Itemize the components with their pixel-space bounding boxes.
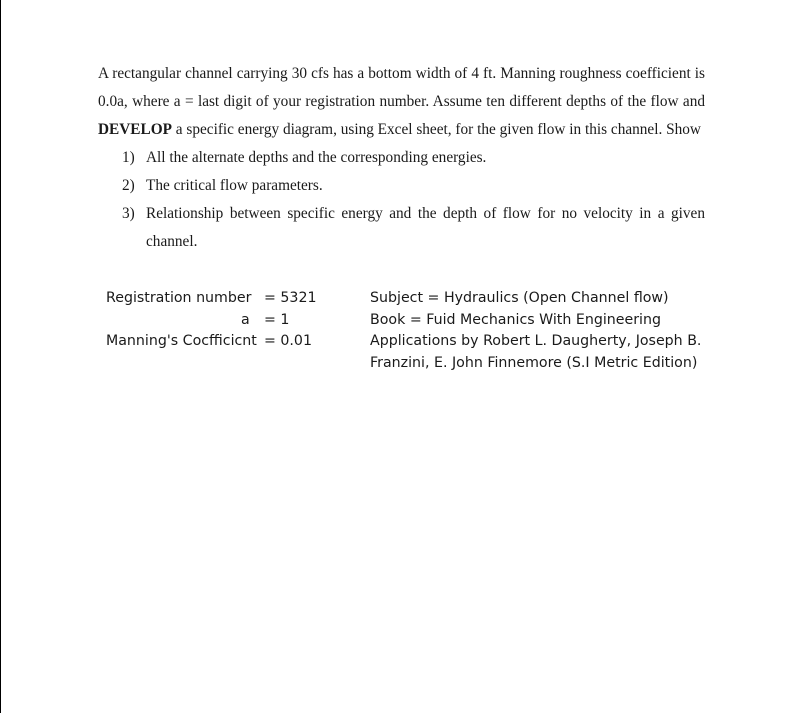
a-value: = 1 [264,311,290,328]
registration-value: = 5321 [264,290,317,306]
list-item [98,200,705,256]
manning-label: Manning's Cocfficicnt [106,333,257,349]
page-left-border [0,0,1,713]
problem-intro [98,60,705,144]
registration-label: Registration number [106,290,252,306]
a-row [106,310,316,332]
problem-intro-text: A rectangular channel carrying 30 cfs has a bottom width of 4 ft. Manning roughness coefficient is 0.0a, where a = last digit of your registration number. Assume ten different depths of the flow and [98,65,705,110]
problem-statement [98,60,705,256]
list-item-number: 1) [122,149,135,166]
registration-info [106,288,316,353]
list-item-text: Relationship between specific energy and the depth of flow for no velocity in a given channel. [146,205,705,250]
list-item-number: 3) [122,205,135,222]
list-item-text: All the alternate depths and the corresponding energies. [146,149,487,166]
problem-intro-text-end: a specific energy diagram, using Excel sheet, for the given flow in this channel. Show [171,121,701,138]
requirements-list [98,144,705,256]
list-item-number: 2) [122,177,135,194]
list-item-text: The critical flow parameters. [146,177,323,194]
a-label: a [241,311,250,328]
list-item [98,172,705,200]
registration-row [106,288,316,310]
book-reference: Book = Fuid Mechanics With Engineering Applications by Robert L. Daugherty, Joseph B. Franzini, E. John Finnemore (S.I Metric Edition) [370,311,702,371]
manning-value: = 0.01 [264,333,312,349]
problem-intro-emphasis: DEVELOP [98,121,172,138]
subject-line: Subject = Hydraulics (Open Channel flow) [370,290,669,306]
reference-notes [370,288,710,374]
list-item [98,144,705,172]
manning-row [106,331,316,353]
